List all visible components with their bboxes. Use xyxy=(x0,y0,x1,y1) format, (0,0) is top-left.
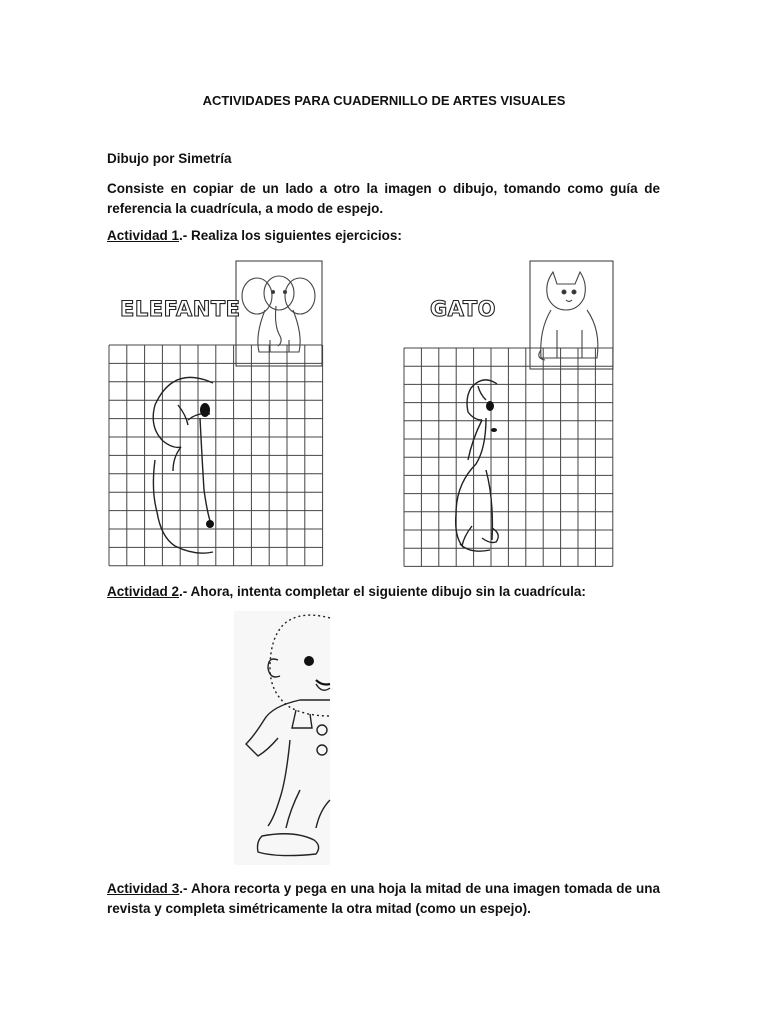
activity-1-text: .- Realiza los siguientes ejercicios: xyxy=(179,228,402,243)
activity-2-label: Actividad 2 xyxy=(107,584,180,599)
section-heading: Dibujo por Simetría xyxy=(107,151,232,166)
page-title: ACTIVIDADES PARA CUADERNILLO DE ARTES VISUALES xyxy=(202,93,566,108)
activity-1-label: Actividad 1 xyxy=(107,228,180,243)
intro-paragraph: Consiste en copiar de un lado a otro la imagen o dibujo, tomando como guía de referencia la cuadrícula, a modo de espejo. xyxy=(107,181,660,216)
cat-label: GATO xyxy=(430,297,497,321)
elephant-label: ELEFANTE xyxy=(120,297,241,321)
boy-eye xyxy=(304,656,314,666)
activity-3 xyxy=(107,879,660,919)
activity-3-text: .- Ahora recorta y pega en una hoja la mitad de una imagen tomada de una revista y completa simétricamente la otra mitad (como un espejo). xyxy=(107,881,660,916)
activity-3-label: Actividad 3 xyxy=(107,881,180,896)
activity-2-text: .- Ahora, intenta completar el siguiente dibujo sin la cuadrícula: xyxy=(179,584,586,599)
